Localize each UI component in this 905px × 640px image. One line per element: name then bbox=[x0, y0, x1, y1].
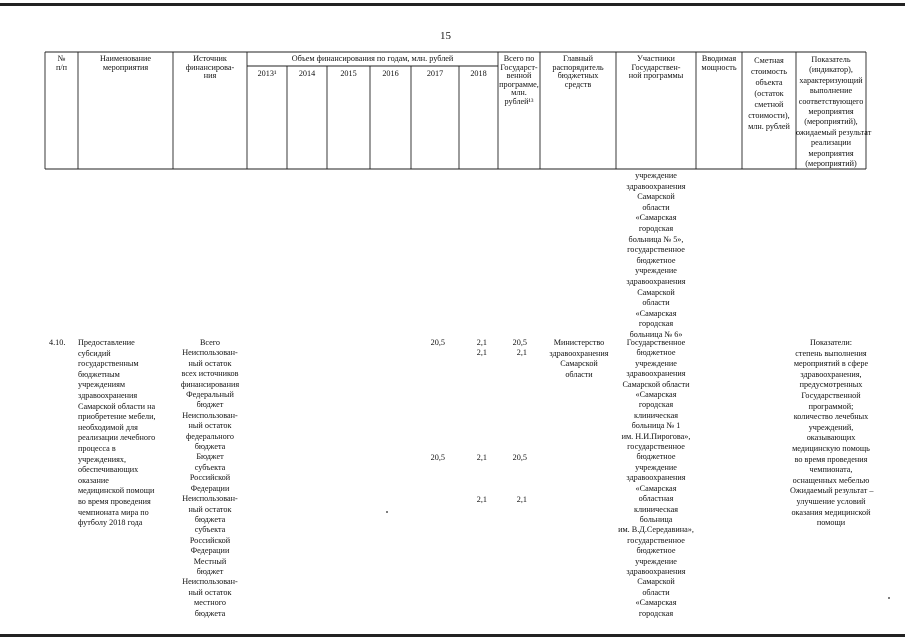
bottom-border bbox=[0, 634, 905, 637]
header-source: Источник финансирова- ния bbox=[185, 54, 235, 81]
value-program-unused-all: 2,1 bbox=[516, 348, 527, 357]
row-sources: Всего Неиспользован- ный остаток всех источников финансирования Федеральный бюджет Неиспользован- ный остаток федерального бюджета Бюджет субъекта Российской Федерации Неиспользован- ный остаток бюджета субъекта Российской Федерации Местный бюджет Неиспользован- ный остаток местного бюджета bbox=[180, 338, 240, 618]
header-indicator: Показатель (индикатор), характеризующий выполнение соответствующего мероприятия (мероприятий), ожидаемый результат реализации мероприятия (мероприятий) bbox=[796, 55, 872, 169]
value-2018-total-all: 2,1 bbox=[476, 338, 487, 347]
header-participants: Участники Государствен- ной программы bbox=[628, 54, 684, 81]
scan-speck bbox=[888, 597, 890, 599]
header-year-2013: 2013¹ bbox=[257, 69, 277, 78]
header-manager: Главный распорядитель бюджетных средств bbox=[552, 54, 604, 89]
header-number: № п/п bbox=[55, 54, 68, 72]
row-name: Предоставление субсидий государственным бюджетным учреждениям здравоохранения Самарской области на приобретение мебели, необходимой для реализации лечебного процесса в учреждениях, обеспечивающих оказание медицинской помощи во время проведения чемпионата мира по футболу 2018 года bbox=[78, 338, 156, 528]
header-total: Всего по Государст- венной программе, млн. рублей¹³ bbox=[499, 54, 539, 106]
header-estimate: Сметная стоимость объекта (остаток сметной стоимости), млн. рублей bbox=[748, 56, 790, 131]
row-manager: Министерство здравоохранения Самарской области bbox=[549, 338, 609, 379]
header-name: Наименование мероприятия bbox=[99, 54, 151, 72]
row-participants: Государственное бюджетное учреждение здравоохранения Самарской области «Самарская городская клиническая больница № 1 им. Н.И.Пирогова», государственное бюджетное учреждение здравоохранения «Самарская областная клиническая больница им. В.Д.Середавина», государственное бюджетное учреждение здравоохранения Самарской области «Самарская городская bbox=[618, 338, 694, 618]
value-2018-unused-regional: 2,1 bbox=[476, 495, 487, 504]
header-funding-title: Объем финансирования по годам, млн. рублей bbox=[291, 54, 454, 63]
header-year-2017: 2017 bbox=[426, 69, 444, 78]
value-2017-regional: 20,5 bbox=[430, 453, 445, 462]
value-2018-unused-all: 2,1 bbox=[476, 348, 487, 357]
row-number: 4.10. bbox=[49, 338, 66, 347]
value-2017-total-all: 20,5 bbox=[430, 338, 445, 347]
value-program-regional: 20,5 bbox=[512, 453, 527, 462]
page-number: 15 bbox=[440, 30, 451, 42]
row-indicator: Показатели: степень выполнения мероприятий в сфере здравоохранения, предусмотренных Государственной программой; количество лечебных учреждений, оказывающих медицинскую помощь во время проведения чемпионата, оснащенных мебелью Ожидаемый результат – улучшение условий оказания медицинской помощи bbox=[790, 338, 874, 528]
value-2018-regional: 2,1 bbox=[476, 453, 487, 462]
value-program-unused-regional: 2,1 bbox=[516, 495, 527, 504]
scan-speck bbox=[386, 511, 388, 513]
header-year-2016: 2016 bbox=[382, 69, 399, 78]
value-program-total-all: 20,5 bbox=[512, 338, 527, 347]
header-year-2014: 2014 bbox=[298, 69, 316, 78]
header-year-2018: 2018 bbox=[470, 69, 487, 78]
header-year-2015: 2015 bbox=[340, 69, 357, 78]
header-capacity: Вводимая мощность bbox=[701, 54, 737, 72]
continuation-participants: учреждение здравоохранения Самарской области «Самарская городская больница № 5», государственное бюджетное учреждение здравоохранения Самарской области «Самарская городская больница № 6» bbox=[626, 171, 686, 339]
